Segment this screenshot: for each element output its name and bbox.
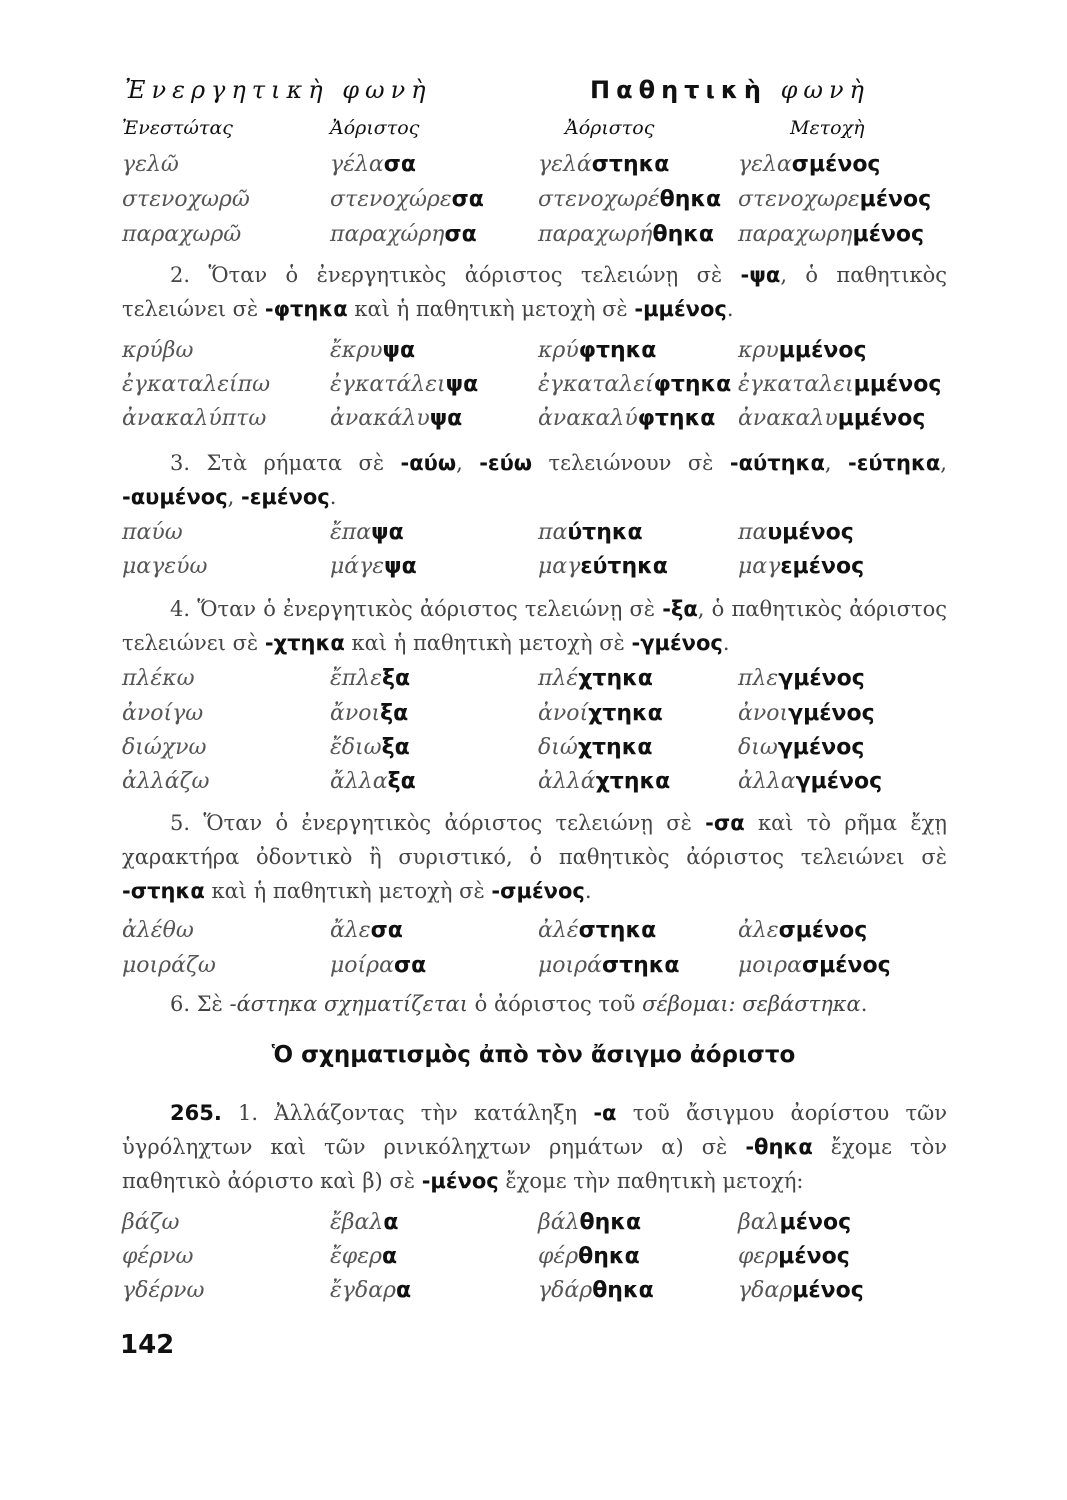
passive-voice-label-rest: φωνὴ	[766, 76, 870, 104]
cell: ἀνοιγμένος	[738, 701, 875, 726]
cell: ἐγκαταλειμμένος	[738, 372, 942, 397]
table-row	[0, 697, 1067, 731]
rule-paragraph-2: 2. Ὅταν ὁ ἐνεργητικὸς ἀόριστος τελειώνῃ σὲ -ψα, ὁ παθητικὸς τελειώνει σὲ -φτηκα καὶ ἡ παθητικὴ μετοχὴ σὲ -μμένος.	[122, 263, 947, 321]
table-row	[0, 1274, 1067, 1308]
cell: βάζω	[122, 1210, 180, 1235]
table-row	[0, 914, 1067, 948]
cell: ἄνοιξα	[330, 701, 409, 726]
cell: βαλμένος	[738, 1210, 852, 1235]
rule-paragraph-3: 3. Στὰ ρήματα σὲ -αύω, -εύω τελειώνουν σὲ -αύτηκα, -εύτηκα, -αυμένος, -εμένος.	[122, 451, 947, 509]
cell: ἀνοίγω	[122, 701, 204, 726]
cell: ἐγκατάλειψα	[330, 372, 479, 397]
table-row	[0, 402, 1067, 436]
cell: γδάρθηκα	[538, 1278, 654, 1303]
table-row	[0, 148, 1067, 182]
cell: στενοχωρῶ	[122, 187, 250, 212]
cell: ἐγκαταλείφτηκα	[538, 372, 732, 397]
cell: ἔπλεξα	[330, 666, 411, 691]
cell: διωγμένος	[738, 735, 865, 760]
cell: φερμένος	[738, 1244, 850, 1269]
cell: ἀνακάλυψα	[330, 406, 463, 431]
cell: παραχωρημένος	[738, 222, 925, 247]
table-row	[0, 334, 1067, 368]
cell: παύτηκα	[538, 520, 643, 545]
cell: ἀλλαγμένος	[738, 769, 883, 794]
cell: ἔβαλα	[330, 1210, 399, 1235]
rule-paragraph-5: 5. Ὅταν ὁ ἐνεργητικὸς ἀόριστος τελειώνῃ σὲ -σα καὶ τὸ ρῆμα ἔχῃ χαρακτήρα ὀδοντικὸ ἢ συριστικό, ὁ παθητικὸς ἀόριστος τελειώνει σὲ -στηκα καὶ ἡ παθητικὴ μετοχὴ σὲ -σμένος.	[122, 811, 947, 903]
passive-voice-label: Παθητικὴ	[590, 76, 767, 104]
cell: ἀνοίχτηκα	[538, 701, 663, 726]
cell: παύω	[122, 520, 183, 545]
cell: ἔπαψα	[330, 520, 404, 545]
column-header-passive-aorist: Ἀόριστος	[565, 117, 655, 139]
cell: κρύφτηκα	[538, 338, 657, 363]
passive-voice-heading	[590, 76, 870, 104]
cell: γελῶ	[122, 152, 179, 177]
cell: κρύβω	[122, 338, 194, 363]
cell: ἔκρυψα	[330, 338, 416, 363]
section-heading: Ὁ σχηματισμὸς ἀπὸ τὸν ἄσιγμο ἀόριστο	[271, 1042, 796, 1068]
rule-paragraph-6: 6. Σὲ -άστηκα σχηματίζεται ὁ ἀόριστος τοῦ σέβομαι: σεβάστηκα.	[170, 992, 868, 1016]
cell: παραχωρῶ	[122, 222, 242, 247]
cell: ἄλεσα	[330, 918, 403, 943]
cell: ἀνακαλύφτηκα	[538, 406, 716, 431]
table-row	[0, 1240, 1067, 1274]
cell: γελάστηκα	[538, 152, 670, 177]
cell: μοιράζω	[122, 953, 216, 978]
cell: ἔδιωξα	[330, 735, 410, 760]
cell: ἀλέστηκα	[538, 918, 657, 943]
cell: γέλασα	[330, 152, 417, 177]
table-row	[0, 368, 1067, 402]
cell: μαγεύω	[122, 554, 208, 579]
cell: ἀνακαλυμμένος	[738, 406, 926, 431]
cell: στενοχωρεμένος	[738, 187, 932, 212]
table-row	[0, 765, 1067, 799]
cell: ἀνακαλύπτω	[122, 406, 267, 431]
table-row	[0, 218, 1067, 252]
cell: κρυμμένος	[738, 338, 867, 363]
cell: παραχωρήθηκα	[538, 222, 715, 247]
cell: ἔγδαρα	[330, 1278, 412, 1303]
column-header-participle: Μετοχὴ	[790, 117, 865, 139]
cell: μαγεμένος	[738, 554, 865, 579]
cell: γδέρνω	[122, 1278, 205, 1303]
table-row	[0, 183, 1067, 217]
cell: φέρνω	[122, 1244, 194, 1269]
cell: στενοχώρεσα	[330, 187, 484, 212]
table-row	[0, 550, 1067, 584]
cell: ἀλλάχτηκα	[538, 769, 671, 794]
cell: γδαρμένος	[738, 1278, 864, 1303]
cell: ἀλέθω	[122, 918, 194, 943]
cell: παραχώρησα	[330, 222, 477, 247]
cell: στενοχωρέθηκα	[538, 187, 722, 212]
cell: ἔφερα	[330, 1244, 398, 1269]
cell: διώχτηκα	[538, 735, 653, 760]
page-number: 142	[120, 1330, 175, 1360]
cell: διώχνω	[122, 735, 207, 760]
cell: φέρθηκα	[538, 1244, 640, 1269]
active-voice-heading: Ἐνεργητικὴ φωνὴ	[125, 76, 432, 104]
cell: πλέχτηκα	[538, 666, 653, 691]
cell: μοιράστηκα	[538, 953, 680, 978]
rule-paragraph-4: 4. Ὅταν ὁ ἐνεργητικὸς ἀόριστος τελειώνῃ σὲ -ξα, ὁ παθητικὸς ἀόριστος τελειώνει σὲ -χτηκα καὶ ἡ παθητικὴ μετοχὴ σὲ -γμένος.	[122, 597, 947, 655]
cell: πλεγμένος	[738, 666, 865, 691]
column-header-aorist: Ἀόριστος	[330, 117, 420, 139]
cell: μοίρασα	[330, 953, 427, 978]
cell: ἐγκαταλείπω	[122, 372, 271, 397]
table-row	[0, 949, 1067, 983]
table-row	[0, 662, 1067, 696]
cell: μάγεψα	[330, 554, 417, 579]
cell: ἀλλάζω	[122, 769, 210, 794]
cell: ἀλεσμένος	[738, 918, 868, 943]
cell: ἄλλαξα	[330, 769, 416, 794]
cell: γελασμένος	[738, 152, 881, 177]
cell: μαγεύτηκα	[538, 554, 668, 579]
cell: πλέκω	[122, 666, 195, 691]
cell: βάλθηκα	[538, 1210, 642, 1235]
table-row	[0, 1206, 1067, 1240]
rule-paragraph-265: 265. 1. Ἀλλάζοντας τὴν κατάληξη -α τοῦ ἄσιγμου ἀορίστου τῶν ὑγρόληχτων καὶ τῶν ρινικόληχτων ρημάτων α) σὲ -θηκα ἔχομε τὸν παθητικὸ ἀόριστο καὶ β) σὲ -μένος ἔχομε τὴν παθητικὴ μετοχή:	[122, 1101, 947, 1193]
table-row	[0, 731, 1067, 765]
column-header-present: Ἐνεστώτας	[122, 117, 233, 139]
cell: μοιρασμένος	[738, 953, 891, 978]
table-row	[0, 516, 1067, 550]
cell: παυμένος	[738, 520, 854, 545]
